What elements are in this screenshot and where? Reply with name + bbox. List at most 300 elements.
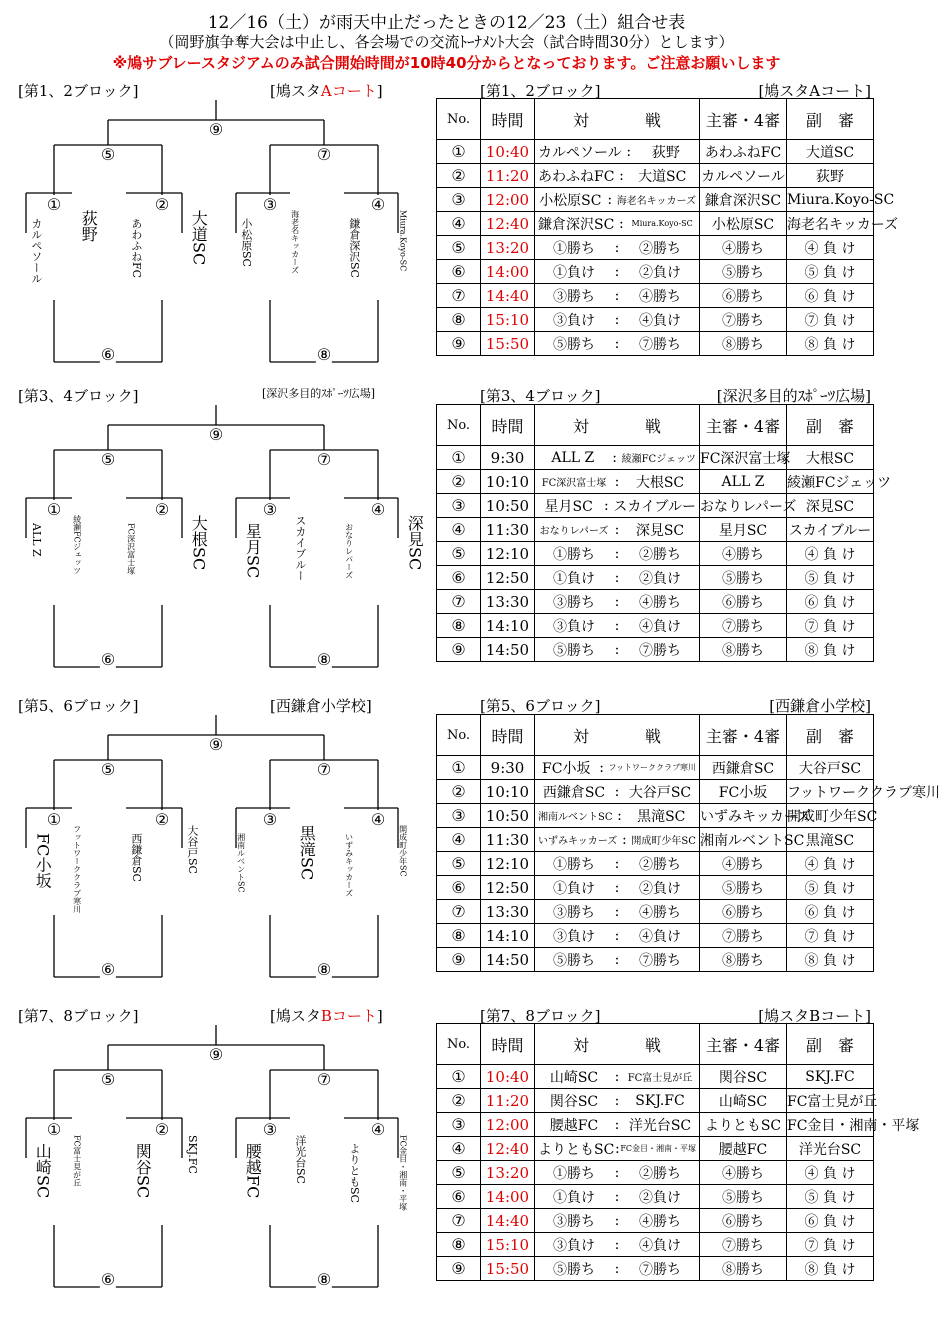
row-time: 15:10 [481, 1233, 535, 1257]
row-referee: ⑥勝ち [700, 1209, 787, 1233]
row-no: ⑥ [437, 1185, 481, 1209]
bracket-team-name: フットワーククラブ寒川 [72, 825, 82, 913]
vs-colon: : [612, 449, 617, 466]
row-match [535, 614, 700, 638]
header-referee: 主審・4審 [700, 405, 787, 446]
row-time: 14:00 [481, 260, 535, 284]
row-assistant: 綾瀬FCジェッツ [787, 470, 874, 494]
row-assistant: 大道SC [787, 140, 874, 164]
match-pair [535, 310, 699, 330]
vs-colon: : [614, 903, 620, 920]
team-b: ②負け [639, 570, 681, 587]
bracket-node-botL: ⑥ [100, 1270, 116, 1289]
row-no: ④ [437, 212, 481, 236]
row-assistant: 深見SC [787, 494, 874, 518]
row-match [535, 284, 700, 308]
vs-colon: : [614, 263, 620, 280]
row-assistant: 海老名キッカーズ [787, 212, 874, 236]
header-time: 時間 [481, 715, 535, 756]
team-b: 海老名キッカーズ [616, 196, 696, 207]
bracket-team-name: 荻野 [79, 210, 99, 242]
row-referee: おなりレパーズ [700, 494, 787, 518]
bracket-team-name: FC富士見が丘 [72, 1135, 82, 1187]
table-header-row [437, 405, 874, 446]
row-match [535, 542, 700, 566]
team-b: 綾瀬FCジェッツ [621, 454, 696, 465]
row-assistant: SKJ.FC [787, 1065, 874, 1089]
vs-colon: : [614, 545, 620, 562]
row-referee: ⑦勝ち [700, 308, 787, 332]
row-time: 10:10 [481, 470, 535, 494]
row-time: 14:10 [481, 614, 535, 638]
vs-colon: : [619, 167, 624, 184]
team-b: ④勝ち [639, 594, 681, 611]
block-title: [第1、2ブロック] [18, 82, 139, 100]
row-referee: FC小坂 [700, 780, 787, 804]
row-assistant: 開成町少年SC [787, 804, 874, 828]
row-match [535, 780, 700, 804]
header-referee: 主審・4審 [700, 715, 787, 756]
row-time: 12:00 [481, 1113, 535, 1137]
vs-colon: : [614, 239, 620, 256]
row-match [535, 1209, 700, 1233]
row-no: ② [437, 780, 481, 804]
row-no: ③ [437, 804, 481, 828]
block-title: [第5、6ブロック] [18, 697, 139, 715]
row-no: ④ [437, 1137, 481, 1161]
bracket-team-name: FC金目・湘南・平塚 [398, 1135, 408, 1211]
row-assistant: ⑤ 負 け [787, 260, 874, 284]
row-no: ① [437, 140, 481, 164]
row-no: ① [437, 1065, 481, 1089]
match-pair [535, 902, 699, 922]
team-b: ②勝ち [639, 1165, 681, 1182]
bracket-team-name: 深見SC [405, 515, 425, 571]
header-match [535, 405, 700, 446]
tournament-bracket [0, 713, 440, 1003]
team-a: 山崎SC [549, 1069, 599, 1086]
bracket-team-name: 黒滝SC [297, 825, 317, 881]
table-row [437, 308, 874, 332]
table-row [437, 566, 874, 590]
row-assistant: ⑦ 負 け [787, 924, 874, 948]
table-header-row [437, 99, 874, 140]
vs-colon: : [614, 617, 620, 634]
row-referee: ④勝ち [700, 852, 787, 876]
row-assistant: ⑤ 負 け [787, 566, 874, 590]
bracket-node-midR: ⑦ [316, 145, 332, 164]
team-a: ⑤勝ち [553, 952, 595, 969]
row-referee: ⑦勝ち [700, 614, 787, 638]
bracket-node-midL: ⑤ [100, 145, 116, 164]
row-no: ④ [437, 518, 481, 542]
team-b: ②負け [639, 1189, 681, 1206]
row-assistant: ⑥ 負 け [787, 590, 874, 614]
table-row [437, 1161, 874, 1185]
row-time: 12:10 [481, 542, 535, 566]
row-assistant: スカイブルー [787, 518, 874, 542]
row-assistant: ⑧ 負 け [787, 638, 874, 662]
row-match [535, 212, 700, 236]
row-referee: 西鎌倉SC [700, 756, 787, 780]
team-a: 腰越FC [549, 1117, 599, 1134]
bracket-team-name: 海老名キッカーズ [290, 210, 300, 274]
table-row [437, 542, 874, 566]
row-time: 13:20 [481, 1161, 535, 1185]
team-b: ②勝ち [639, 240, 681, 257]
team-b: FC金目・湘南・平塚 [620, 1144, 696, 1153]
bracket-node-s4: ④ [370, 195, 386, 214]
team-b: ④負け [639, 312, 681, 329]
team-b: ②勝ち [639, 546, 681, 563]
team-a: いずみキッカーズ [538, 836, 618, 847]
vs-colon: : [604, 497, 609, 514]
team-a: ①勝ち [553, 856, 595, 873]
bracket-node-s2: ② [154, 195, 170, 214]
row-no: ⑨ [437, 332, 481, 356]
team-a: ③負け [553, 618, 595, 635]
vs-colon: : [614, 593, 620, 610]
match-pair [535, 262, 699, 282]
schedule-table [436, 98, 899, 356]
bracket-team-name: 腰越FC [243, 1143, 263, 1199]
row-match [535, 308, 700, 332]
bracket-node-s1: ① [46, 195, 62, 214]
match-pair [535, 334, 699, 354]
bracket-lines [0, 98, 440, 388]
vs-colon: : [614, 879, 620, 896]
row-assistant: ⑥ 負 け [787, 284, 874, 308]
vs-colon: : [614, 473, 620, 490]
team-a: おなりレパーズ [539, 526, 609, 537]
team-b: スカイブルー [613, 498, 696, 515]
team-b: 大道SC [638, 168, 687, 185]
team-b: SKJ.FC [635, 1092, 685, 1109]
match-pair [535, 1187, 699, 1207]
table-row [437, 518, 874, 542]
row-match [535, 494, 700, 518]
header-no: No. [437, 405, 481, 446]
team-a: あわふねFC [538, 168, 615, 185]
team-a: ③勝ち [553, 594, 595, 611]
team-b: 黒滝SC [637, 808, 686, 825]
row-no: ⑦ [437, 900, 481, 924]
bracket-team-name: スカイブルー [293, 515, 307, 581]
row-no: ③ [437, 494, 481, 518]
team-a: FC深沢富士塚 [541, 478, 607, 489]
bracket-team-name: FC深沢富士塚 [126, 523, 136, 575]
bracket-team-name: カルペソール [29, 218, 43, 284]
row-time: 12:40 [481, 212, 535, 236]
row-time: 12:00 [481, 188, 535, 212]
row-match [535, 446, 700, 470]
bracket-team-name: 関谷SC [133, 1143, 153, 1199]
row-assistant: ⑧ 負 け [787, 948, 874, 972]
bracket-team-name: 湘南ルベントSC [236, 833, 246, 893]
row-time: 11:30 [481, 518, 535, 542]
table-row [437, 590, 874, 614]
vs-colon: : [614, 927, 620, 944]
team-b: 大谷戸SC [628, 784, 692, 801]
row-referee: FC深沢富士塚 [700, 446, 787, 470]
bracket-team-name: FC小坂 [33, 833, 53, 889]
row-assistant: ⑦ 負 け [787, 614, 874, 638]
header-assistant: 副 審 [787, 715, 874, 756]
match-pair [535, 142, 699, 162]
bracket-node-s2: ② [154, 1120, 170, 1139]
bracket-node-s1: ① [46, 1120, 62, 1139]
table-row [437, 1185, 874, 1209]
team-a: 関谷SC [549, 1093, 599, 1110]
match-pair [535, 286, 699, 306]
row-no: ⑥ [437, 876, 481, 900]
row-time: 11:20 [481, 1089, 535, 1113]
bracket-node-botL: ⑥ [100, 960, 116, 979]
block-title: [第3、4ブロック] [18, 387, 139, 405]
row-match [535, 804, 700, 828]
page-title: 12／16（土）が雨天中止だったときの12／23（土）組合せ表 [207, 13, 686, 33]
bracket-node-s3: ③ [262, 500, 278, 519]
match-pair [535, 758, 699, 778]
table-venue-label: [鳩スタAコート] [758, 82, 871, 100]
row-match [535, 566, 700, 590]
row-match [535, 1089, 700, 1113]
bracket-team-name: 開成町少年SC [398, 825, 408, 877]
team-a: 西鎌倉SC [542, 784, 606, 801]
row-no: ⑥ [437, 566, 481, 590]
bracket-team-name: Miura.Koyo-SC [398, 210, 408, 272]
row-time: 11:20 [481, 164, 535, 188]
schedule-table [436, 404, 892, 662]
row-referee: ④勝ち [700, 236, 787, 260]
row-assistant: ⑥ 負 け [787, 900, 874, 924]
bracket-team-name: よりともSC [347, 1143, 361, 1203]
match-pair [535, 496, 699, 516]
vs-colon: : [607, 191, 613, 208]
table-row [437, 780, 874, 804]
table-row [437, 494, 874, 518]
team-a: ①負け [553, 880, 595, 897]
bracket-lines [0, 713, 440, 1003]
row-no: ⑦ [437, 1209, 481, 1233]
bracket-node-s2: ② [154, 810, 170, 829]
table-row [437, 284, 874, 308]
team-b: 洋光台SC [628, 1117, 692, 1134]
bracket-team-name: SKJ.FC [185, 1135, 199, 1174]
team-a: ①勝ち [553, 240, 595, 257]
header-referee: 主審・4審 [700, 99, 787, 140]
bracket-node-s3: ③ [262, 810, 278, 829]
row-time: 14:00 [481, 1185, 535, 1209]
row-assistant: ⑧ 負 け [787, 332, 874, 356]
row-referee: ⑧勝ち [700, 948, 787, 972]
vs-colon: : [614, 1092, 620, 1109]
team-b: ④負け [639, 928, 681, 945]
row-referee: ⑦勝ち [700, 924, 787, 948]
bracket-team-name: 大根SC [189, 515, 209, 571]
header-match-b: 戦 [645, 726, 662, 746]
match-pair [535, 1139, 699, 1159]
header-assistant: 副 審 [787, 99, 874, 140]
row-time: 14:50 [481, 638, 535, 662]
row-referee: 小松原SC [700, 212, 787, 236]
bracket-node-botR: ⑧ [316, 345, 332, 364]
team-a: カルペソール [538, 144, 622, 161]
bracket-node-s2: ② [154, 500, 170, 519]
row-assistant: ④ 負 け [787, 236, 874, 260]
team-b: ④勝ち [639, 1213, 681, 1230]
row-time: 15:50 [481, 1257, 535, 1281]
row-no: ⑦ [437, 284, 481, 308]
table-row [437, 1137, 874, 1161]
team-a: ①勝ち [553, 546, 595, 563]
row-assistant: 荻野 [787, 164, 874, 188]
row-match [535, 1185, 700, 1209]
team-b: ④負け [639, 618, 681, 635]
header-match-b: 戦 [645, 1035, 662, 1055]
match-pair [535, 520, 699, 540]
row-time: 10:10 [481, 780, 535, 804]
row-time: 15:50 [481, 332, 535, 356]
row-time: 15:10 [481, 308, 535, 332]
header-match-a: 対 [572, 1035, 589, 1055]
row-referee: カルペソール [700, 164, 787, 188]
vs-colon: : [614, 335, 620, 352]
row-assistant: 洋光台SC [787, 1137, 874, 1161]
row-referee: ④勝ち [700, 542, 787, 566]
row-no: ⑤ [437, 542, 481, 566]
header-time: 時間 [481, 405, 535, 446]
match-pair [535, 472, 699, 492]
match-pair [535, 854, 699, 874]
row-assistant: ⑦ 負 け [787, 1233, 874, 1257]
tournament-bracket [0, 1023, 440, 1313]
bracket-node-s4: ④ [370, 1120, 386, 1139]
table-venue-label: [鳩スタBコート] [758, 1007, 871, 1025]
match-pair [535, 1259, 699, 1279]
row-referee: 星月SC [700, 518, 787, 542]
table-row [437, 876, 874, 900]
row-time: 13:20 [481, 236, 535, 260]
bracket-node-midR: ⑦ [316, 760, 332, 779]
table-row [437, 1257, 874, 1281]
row-no: ④ [437, 828, 481, 852]
match-pair [535, 640, 699, 660]
bracket-node-midL: ⑤ [100, 760, 116, 779]
schedule-table [436, 1023, 920, 1281]
row-match [535, 1233, 700, 1257]
team-a: ③負け [553, 312, 595, 329]
table-block-title: [第5、6ブロック] [480, 697, 601, 715]
match-pair [535, 950, 699, 970]
table-row [437, 236, 874, 260]
table-row [437, 446, 874, 470]
match-pair [535, 544, 699, 564]
header-match [535, 99, 700, 140]
table-row [437, 1065, 874, 1089]
match-pair [535, 166, 699, 186]
team-b: ④勝ち [639, 904, 681, 921]
bracket-node-midL: ⑤ [100, 1070, 116, 1089]
team-b: ④負け [639, 1237, 681, 1254]
header-match-b: 戦 [645, 110, 662, 130]
row-match [535, 1137, 700, 1161]
bracket-team-name: いずみキッカーズ [344, 833, 354, 897]
row-time: 9:30 [481, 756, 535, 780]
vs-colon: : [614, 287, 620, 304]
row-time: 13:30 [481, 900, 535, 924]
table-venue-label: [西鎌倉小学校] [769, 697, 871, 715]
team-a: ①負け [553, 570, 595, 587]
vs-colon: : [621, 831, 627, 848]
vs-colon: : [614, 1212, 620, 1229]
vs-colon: : [599, 759, 604, 776]
row-time: 14:50 [481, 948, 535, 972]
bracket-node-top: ⑨ [208, 120, 224, 139]
bracket-node-botR: ⑧ [316, 650, 332, 669]
bracket-node-top: ⑨ [208, 425, 224, 444]
row-referee: ⑥勝ち [700, 900, 787, 924]
team-b: 開成町少年SC [631, 836, 696, 847]
row-match [535, 852, 700, 876]
table-row [437, 900, 874, 924]
table-row [437, 614, 874, 638]
bracket-node-top: ⑨ [208, 1045, 224, 1064]
row-referee: ⑧勝ち [700, 332, 787, 356]
bracket-team-name: ALL Z [29, 523, 43, 557]
row-no: ⑤ [437, 852, 481, 876]
table-row [437, 924, 874, 948]
row-time: 12:40 [481, 1137, 535, 1161]
row-assistant: ④ 負 け [787, 1161, 874, 1185]
row-assistant: ⑦ 負 け [787, 308, 874, 332]
venue-court: Bコート [320, 1007, 377, 1025]
header-match-b: 戦 [645, 416, 662, 436]
table-row [437, 1113, 874, 1137]
vs-colon: : [614, 1116, 620, 1133]
row-assistant: ④ 負 け [787, 852, 874, 876]
row-time: 10:50 [481, 494, 535, 518]
match-pair [535, 190, 699, 210]
team-a: ⑤勝ち [553, 642, 595, 659]
row-referee: いずみキッカーズ [700, 804, 787, 828]
venue-prefix: [鳩スタ [270, 1007, 321, 1025]
table-row [437, 804, 874, 828]
vs-colon: : [614, 1140, 620, 1157]
row-referee: ⑦勝ち [700, 1233, 787, 1257]
tournament-bracket [0, 403, 440, 693]
bracket-team-name: 西鎌倉SC [129, 833, 143, 882]
row-time: 14:10 [481, 924, 535, 948]
match-pair [535, 832, 699, 848]
bracket-team-name: 星月SC [243, 523, 263, 579]
bracket-team-name: 洋光台SC [293, 1135, 307, 1184]
team-b: ⑦勝ち [639, 952, 681, 969]
team-a: ①負け [553, 1189, 595, 1206]
row-match [535, 948, 700, 972]
team-a: ③負け [553, 1237, 595, 1254]
row-match [535, 924, 700, 948]
header-match-a: 対 [572, 110, 589, 130]
venue-prefix: [鳩スタ [270, 82, 321, 100]
team-a: ⑤勝ち [553, 1261, 595, 1278]
row-no: ③ [437, 188, 481, 212]
team-a: よりともSC [538, 1141, 615, 1158]
bracket-lines [0, 1023, 440, 1313]
bracket-node-s4: ④ [370, 810, 386, 829]
bracket-node-s3: ③ [262, 195, 278, 214]
row-referee: 関谷SC [700, 1065, 787, 1089]
